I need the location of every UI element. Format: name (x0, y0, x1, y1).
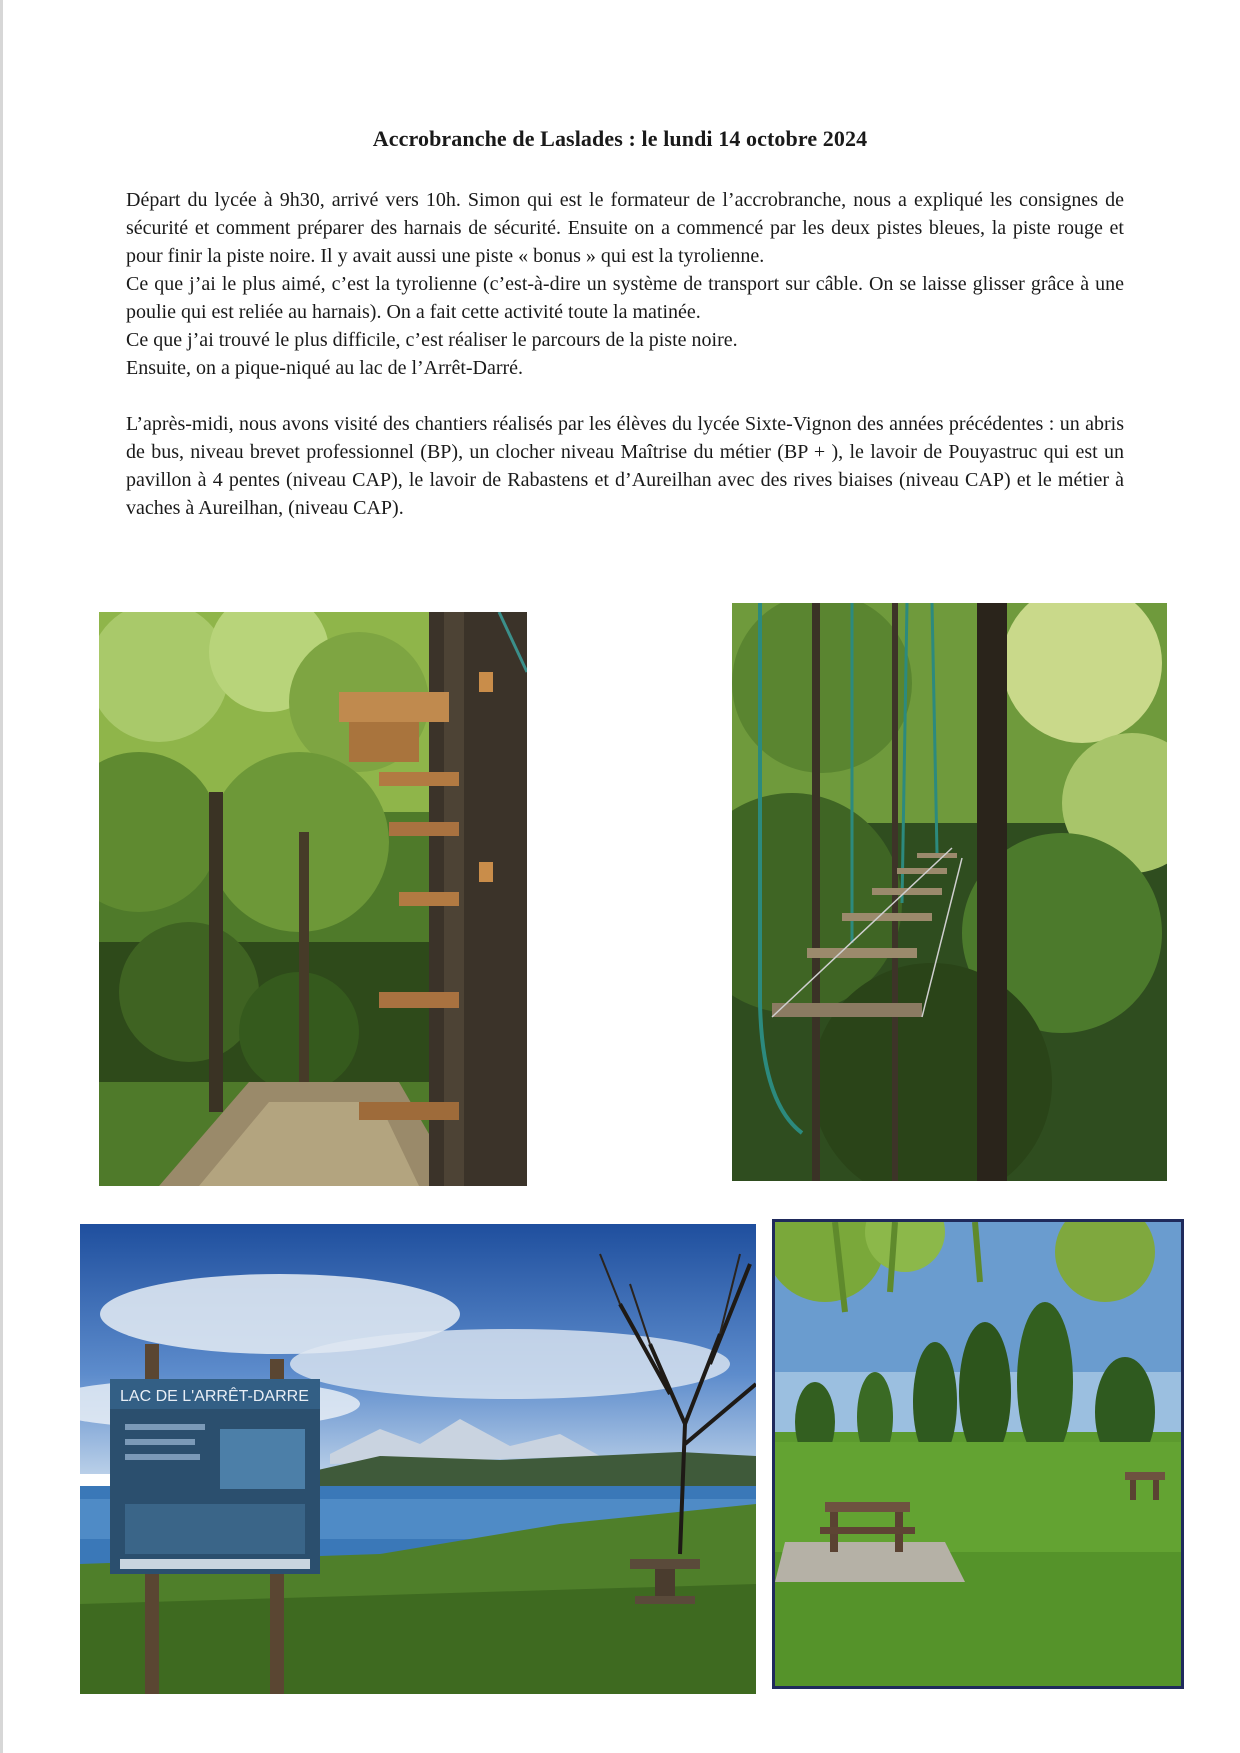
photo-forest-platform (99, 612, 527, 1186)
paragraph-picnic: Ensuite, on a pique-niqué au lac de l’Arrêt-Darré. (126, 357, 524, 379)
photo-rope-bridge (732, 603, 1167, 1181)
paragraph-morning: Départ du lycée à 9h30, arrivé vers 10h. Simon qui est le formateur de l’accrobranche, nous a expliqué les consignes de sécurité et comment préparer des harnais de sécurité. Ensuite on a commencé par les deux pistes bleues, la piste rouge et pour finir la piste noire. Il y avait aussi une piste « bonus » qui est la tyrolienne. (126, 189, 1124, 267)
photo-park-picnic (772, 1219, 1184, 1689)
body-text (126, 186, 1124, 522)
page-title: Accrobranche de Laslades : le lundi 14 octobre 2024 (372, 126, 868, 151)
sign-text: LAC DE L'ARRÊT-DARRE (120, 1388, 309, 1405)
paragraph-afternoon: L’après-midi, nous avons visité des chantiers réalisés par les élèves du lycée Sixte-Vignon des années précédentes : un abris de bus, niveau brevet professionnel (BP), un clocher niveau Maîtrise du métier (BP + ), le lavoir de Pouyastruc qui est un pavillon à 4 pentes (niveau CAP), le lavoir de Rabastens et d’Aureilhan avec des rives biaises (niveau CAP) et le métier à vaches à Aureilhan, (niveau CAP). (126, 413, 1124, 519)
scan-edge (0, 0, 3, 1753)
photo-lake-sign (80, 1224, 756, 1694)
paragraph-favorite: Ce que j’ai le plus aimé, c’est la tyrolienne (c’est-à-dire un système de transport sur câble. On se laisse glisser grâce à une poulie qui est reliée au harnais). On a fait cette activité toute la matinée. (126, 273, 1124, 323)
paragraph-difficult: Ce que j’ai trouvé le plus difficile, c’est réaliser le parcours de la piste noire. (126, 329, 738, 351)
